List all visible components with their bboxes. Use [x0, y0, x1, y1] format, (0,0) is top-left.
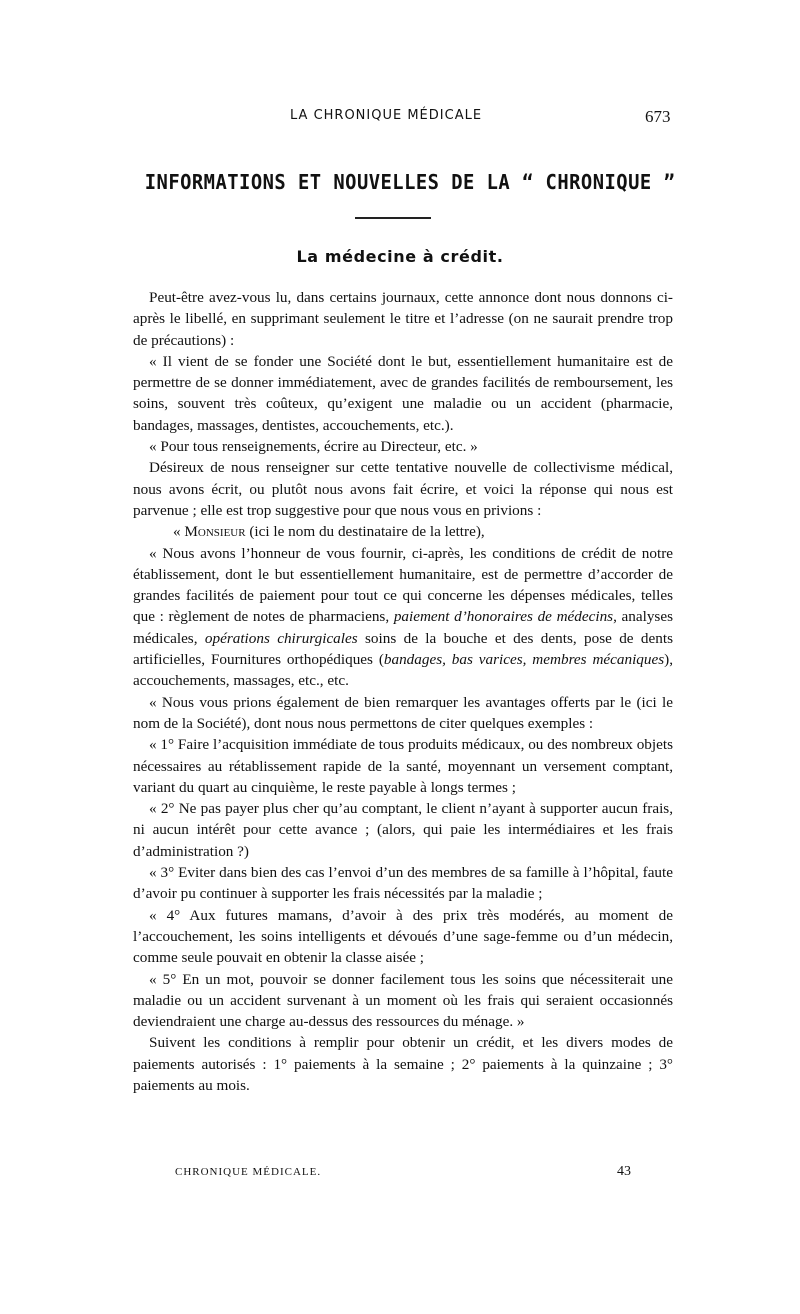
- paragraph: Peut-être avez-vous lu, dans certains journaux, cette annonce dont nous donnons ci-après le libellé, en supprimant seulement le titre et l’adresse (on ne saurait prendre trop de précautions) :: [133, 289, 673, 349]
- salutation-note: (ici le nom du destinataire de la lettre),: [245, 523, 485, 541]
- article-title: La médecine à crédit.: [296, 247, 504, 266]
- footer-signature: 43: [617, 1164, 631, 1179]
- letter-salutation: [133, 521, 673, 542]
- text-run: « Nous avons l’honneur de vous fournir, ci-après, les conditions de crédit de notre établissement, dont le but essentiellement humanitaire, est de permettre d’accorder de grandes facilités de paiement pour tout ce qui concerne les dépenses médicales, telles que : règlement de notes de pharmaciens,: [133, 544, 673, 626]
- page-footer: [0, 1166, 800, 1186]
- paragraph: « Il vient de se fonder une Société dont le but, essentiellement humanitaire est de permettre de se donner immédiatement, avec de grandes facilités de remboursement, les soins, souvent très coûteux, qu’exigent une maladie ou un accident (pharmacie, bandages, massages, dentistes, accouchements, etc.).: [133, 352, 673, 434]
- paragraph: « Nous vous prions également de bien remarquer les avantages offerts par le (ici le nom de la Société), dont nous nous permettons de citer quelques exemples :: [133, 693, 673, 732]
- paragraph: Désireux de nous renseigner sur cette tentative nouvelle de collectivisme médical, nous avons écrit, ou plutôt nous avons fait écrire, et voici la réponse qui nous est parvenue ; elle est trop suggestive pour que nous vous en privions :: [133, 459, 673, 519]
- italic-run: bandages, bas varices, membres mécaniques: [383, 651, 665, 669]
- list-item: « 5° En un mot, pouvoir se donner facilement tous les soins que nécessiterait une maladie ou un accident survenant à un moment où les frais qui seraient occasionnés deviendraient une charge au-dessus des ressources du ménage. »: [133, 970, 673, 1031]
- paragraph: Suivent les conditions à remplir pour obtenir un crédit, et les divers modes de paiements autorisés : 1° paiements à la semaine ; 2° paiements à la quinzaine ; 3° paiements au mois.: [133, 1034, 673, 1094]
- list-item: « 1° Faire l’acquisition immédiate de tous produits médicaux, ou des nombreux objets nécessaires au rétablissement rapide de la santé, moyennant un versement comptant, variant du quart au cinquième, le reste payable à longs termes ;: [133, 736, 673, 796]
- list-item: « 2° Ne pas payer plus cher qu’au comptant, le client n’ayant à supporter aucun frais, ni aucun intérêt pour cette avance ; (alors, qui paie les intermédiaires et les frais d’administration ?): [133, 800, 673, 860]
- paragraph: « Pour tous renseignements, écrire au Directeur, etc. »: [149, 438, 478, 456]
- text-run: , analyses médicales,: [133, 608, 673, 647]
- salutation-quote: «: [173, 523, 185, 541]
- running-title: LA CHRONIQUE MÉDICALE: [290, 108, 483, 123]
- running-header: [0, 108, 800, 132]
- italic-run: opérations chirurgicales: [204, 629, 358, 647]
- article-body: [133, 287, 673, 1096]
- text-run: ), accouchements, massages, etc., etc.: [133, 651, 674, 690]
- page-number: 673: [645, 107, 671, 126]
- salutation-monsieur: Monsieur: [184, 523, 246, 541]
- text-run: soins de la bouche et des dents, pose de dents artificielles, Fournitures orthopédiques (: [133, 629, 673, 669]
- paragraph: [133, 543, 673, 692]
- footer-journal: CHRONIQUE MÉDICALE.: [175, 1166, 322, 1178]
- italic-run: paiement d’honoraires de médecins: [393, 608, 614, 626]
- list-item: « 4° Aux futures mamans, d’avoir à des prix très modérés, au moment de l’accouchement, les soins intelligents et dévoués d’une sage-femme ou d’un médecin, comme seule pouvait en obtenir la classe aisée ;: [133, 906, 673, 967]
- list-item: « 3° Eviter dans bien des cas l’envoi d’un des membres de sa famille à l’hôpital, faute d’avoir pu continuer à supporter les frais nécessités par la maladie ;: [133, 864, 673, 903]
- heading-rule: [355, 217, 431, 219]
- section-heading: INFORMATIONS ET NOUVELLES DE LA “ CHRONIQUE ”: [144, 170, 676, 194]
